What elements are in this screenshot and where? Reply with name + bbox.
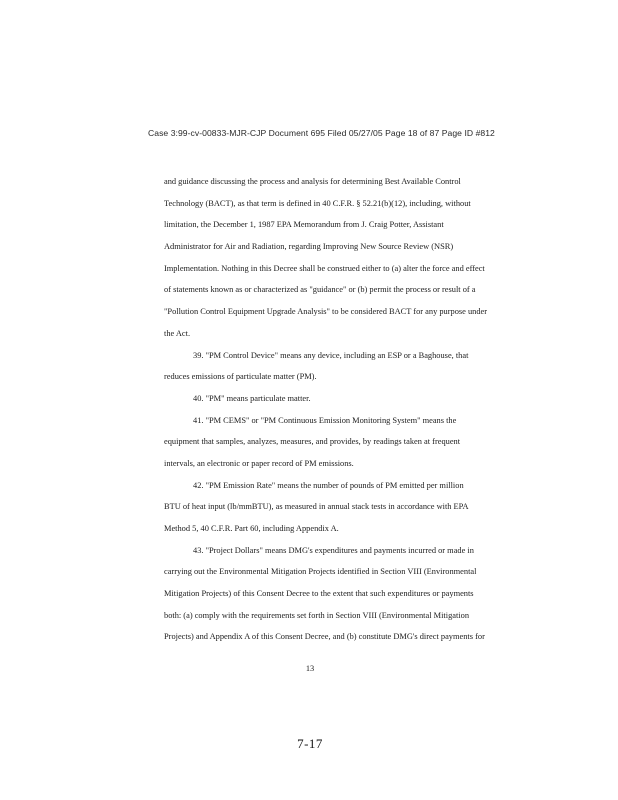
- body-line: Administrator for Air and Radiation, regarding Improving New Source Review (NSR): [164, 242, 454, 252]
- case-header: Case 3:99-cv-00833-MJR-CJP Document 695 Filed 05/27/05 Page 18 of 87 Page ID #812: [148, 128, 495, 138]
- body-line: 43. "Project Dollars" means DMG's expenditures and payments incurred or made in: [193, 545, 474, 555]
- body-line: reduces emissions of particulate matter (PM).: [164, 372, 317, 382]
- page-number: 13: [305, 664, 315, 673]
- body-line: Method 5, 40 C.F.R. Part 60, including Appendix A.: [164, 524, 339, 533]
- body-line: Implementation. Nothing in this Decree shall be construed either to (a) alter the force and effect: [164, 263, 485, 273]
- body-line: "Pollution Control Equipment Upgrade Analysis" to be considered BACT for any purpose under: [164, 307, 488, 317]
- body-line: 42. "PM Emission Rate" means the number of pounds of PM emitted per million: [193, 480, 464, 490]
- body-line: 39. "PM Control Device" means any device, including an ESP or a Baghouse, that: [193, 350, 469, 360]
- body-line: both: (a) comply with the requirements set forth in Section VIII (Environmental Mitigation: [164, 610, 470, 620]
- body-text: [164, 171, 536, 648]
- body-line: the Act.: [164, 328, 191, 338]
- body-line: carrying out the Environmental Mitigation Projects identified in Section VIII (Environmental: [164, 567, 477, 577]
- body-line: limitation, the December 1, 1987 EPA Memorandum from J. Craig Potter, Assistant: [164, 220, 444, 230]
- body-line: intervals, an electronic or paper record of PM emissions.: [164, 458, 354, 468]
- body-line: of statements known as or characterized as "guidance" or (b) permit the process or result of a: [164, 285, 476, 295]
- body-line: and guidance discussing the process and analysis for determining Best Available Control: [164, 177, 461, 186]
- body-line: 40. "PM" means particulate matter.: [193, 393, 311, 403]
- body-line: BTU of heat input (lb/mmBTU), as measured in annual stack tests in accordance with EPA: [164, 502, 469, 512]
- body-line: Technology (BACT), as that term is defined in 40 C.F.R. § 52.21(b)(12), including, without: [164, 198, 471, 208]
- exhibit-number: 7-17: [297, 736, 323, 751]
- body-line: Mitigation Projects) of this Consent Decree to the extent that such expenditures or payments: [164, 589, 474, 599]
- body-line: 41. "PM CEMS" or "PM Continuous Emission Monitoring System" means the: [193, 415, 457, 425]
- body-line: equipment that samples, analyzes, measures, and provides, by readings taken at frequent: [164, 437, 461, 447]
- body-line: Projects) and Appendix A of this Consent Decree, and (b) constitute DMG's direct payments for: [164, 632, 485, 642]
